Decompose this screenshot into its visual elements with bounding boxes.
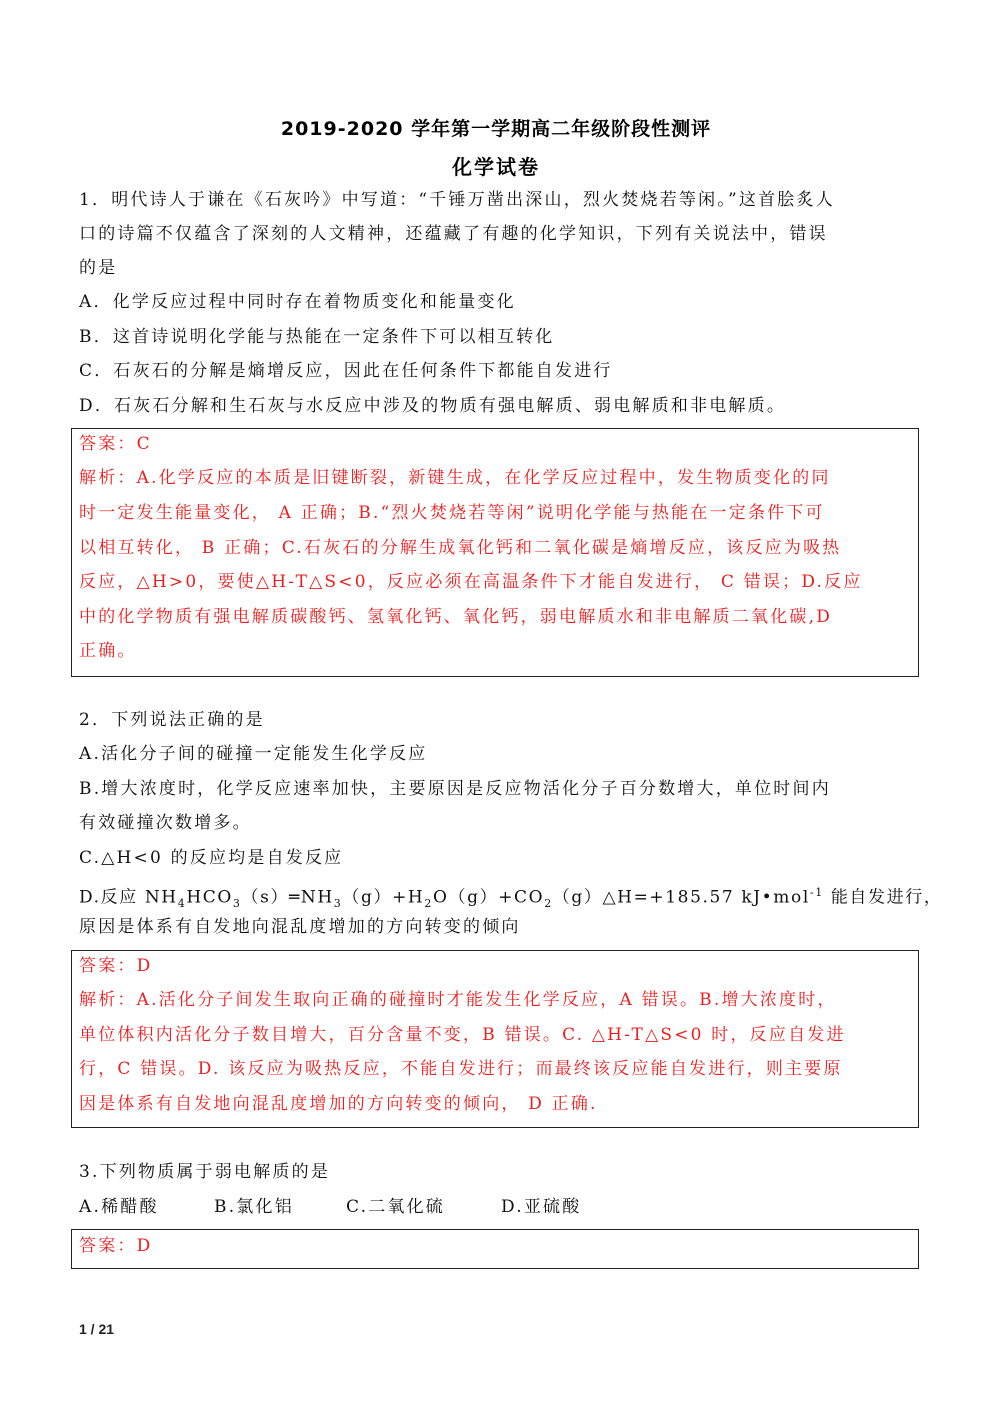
- q3-stem: 3.下列物质属于弱电解质的是: [79, 1162, 331, 1182]
- q3-option-c: C.二氧化硫: [346, 1197, 446, 1217]
- q3-answer: 答案：D: [79, 1236, 153, 1256]
- q3-answer-box: [71, 1229, 919, 1269]
- q2-option-d-cont: 原因是体系有自发地向混乱度增加的方向转变的倾向: [79, 917, 521, 937]
- q1-analysis-line: 解析：A.化学反应的本质是旧键断裂，新键生成，在化学反应过程中，发生物质变化的同: [79, 468, 831, 488]
- q1-stem-line: 1．明代诗人于谦在《石灰吟》中写道：“千锤万凿出深山，烈火焚烧若等闲。”这首脍炙人: [79, 190, 835, 210]
- q2-analysis-line: 解析：A.活化分子间发生取向正确的碰撞时才能发生化学反应，A 错误。B.增大浓度时，: [79, 990, 837, 1010]
- q1-analysis-line: 正确。: [79, 641, 137, 661]
- q2-answer: 答案：D: [79, 956, 153, 976]
- q3-option-a: A.稀醋酸: [79, 1197, 159, 1217]
- page-subtitle: 化学试卷: [452, 155, 540, 179]
- q2-option-b: B.增大浓度时，化学反应速率加快，主要原因是反应物活化分子百分数增大，单位时间内: [79, 779, 831, 799]
- q3-option-d: D.亚硫酸: [501, 1197, 582, 1217]
- q2-analysis-line: 行，C 错误。D. 该反应为吸热反应，不能自发进行；而最终该反应能自发进行，则主要原: [79, 1059, 843, 1079]
- page-number: 1 / 21: [79, 1321, 115, 1337]
- q2-analysis-line: 因是体系有自发地向混乱度增加的方向转变的倾向， D 正确.: [79, 1094, 598, 1114]
- q1-analysis-line: 时一定发生能量变化， A 正确；B.“烈火焚烧若等闲”说明化学能与热能在一定条件下可: [79, 503, 825, 523]
- q3-option-b: B.氯化铝: [214, 1197, 294, 1217]
- q2-option-d: D.反应 $NH_4HCO_3(s)═NH_3(g)+H_2O(g)+CO_2(g)\triangle H=+185.57$ kJ•mol$^{-1}$ 能自发进行，: [79, 886, 943, 911]
- q1-analysis-line: 中的化学物质有强电解质碳酸钙、氢氧化钙、氧化钙，弱电解质水和非电解质二氧化碳,D: [79, 607, 833, 627]
- q1-option-d: D．石灰石分解和生石灰与水反应中涉及的物质有强电解质、弱电解质和非电解质。: [79, 396, 787, 416]
- q1-stem-line: 口的诗篇不仅蕴含了深刻的人文精神，还蕴藏了有趣的化学知识，下列有关说法中，错误: [79, 224, 828, 244]
- q1-option-a: A．化学反应过程中同时存在着物质变化和能量变化: [79, 292, 516, 312]
- q2-stem: 2．下列说法正确的是: [79, 710, 265, 730]
- q2-option-c: C.△H<0 的反应均是自发反应: [79, 848, 344, 868]
- q1-option-c: C．石灰石的分解是熵增反应，因此在任何条件下都能自发进行: [79, 361, 613, 381]
- page-title: 2019-2020 学年第一学期高二年级阶段性测评: [280, 118, 712, 140]
- q1-answer: 答案：C: [79, 434, 152, 454]
- q1-option-b: B．这首诗说明化学能与热能在一定条件下可以相互转化: [79, 327, 555, 347]
- q1-analysis-line: 反应，△H>0，要使△H-T△S<0，反应必须在高温条件下才能自发进行， C 错误；D.反应: [79, 572, 863, 592]
- q2-option-a: A.活化分子间的碰撞一定能发生化学反应: [79, 744, 428, 764]
- q1-stem-line: 的是: [79, 258, 118, 278]
- q2-analysis-line: 单位体积内活化分子数目增大，百分含量不变，B 错误。C. △H-T△S<0 时，反应自发进: [79, 1025, 846, 1045]
- q1-analysis-line: 以相互转化， B 正确；C.石灰石的分解生成氧化钙和二氧化碳是熵增反应，该反应为吸热: [79, 538, 842, 558]
- q2-option-b-cont: 有效碰撞次数增多。: [79, 813, 252, 833]
